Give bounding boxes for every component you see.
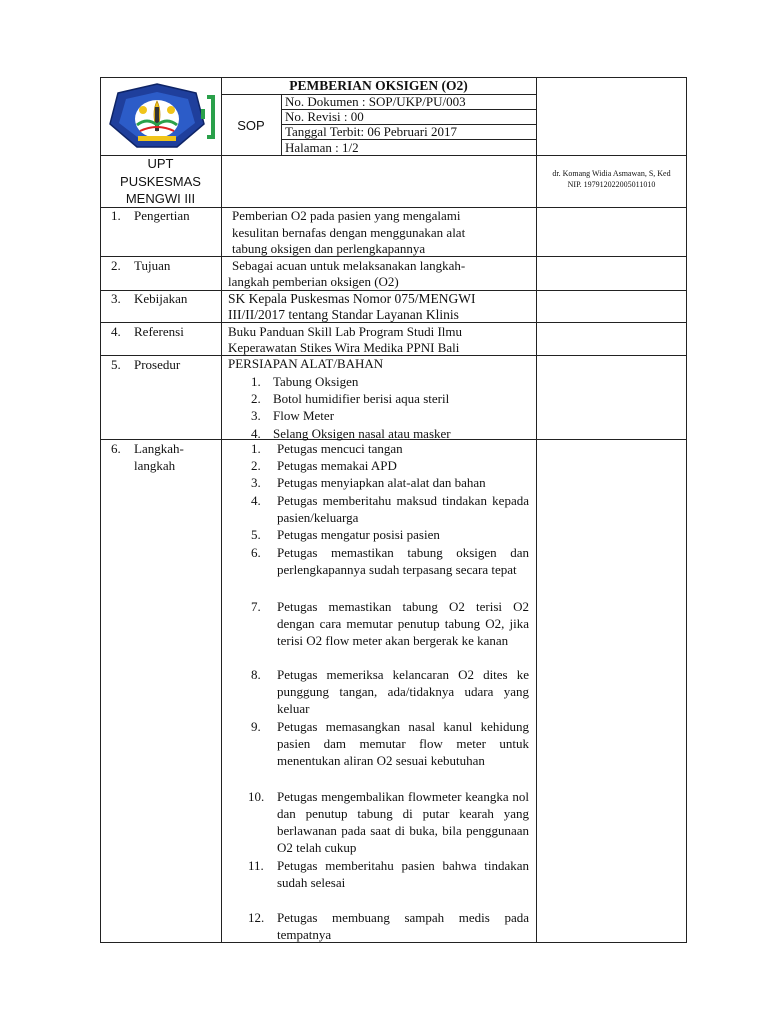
equipment-item-number: 2. bbox=[251, 391, 261, 406]
section-5-heading: PERSIAPAN ALAT/BAHAN bbox=[228, 356, 384, 371]
equipment-item-number: 3. bbox=[251, 408, 261, 423]
equipment-item: Tabung Oksigen bbox=[273, 374, 359, 389]
section-5-label: Prosedur bbox=[134, 357, 181, 372]
org-name-line-3: MENGWI III bbox=[125, 191, 196, 206]
section-3-number: 3. bbox=[111, 291, 121, 306]
section-2-label: Tujuan bbox=[134, 258, 171, 273]
step-text: Petugas memberitahu pasien bahwa tindakan sudah selesai bbox=[277, 858, 529, 890]
step-number: 3. bbox=[251, 475, 261, 490]
issue-date: Tanggal Terbit: 06 Pebruari 2017 bbox=[285, 124, 457, 139]
section-4-line: Keperawatan Stikes Wira Medika PPNI Bali bbox=[228, 340, 460, 355]
step-number: 6. bbox=[251, 545, 261, 560]
signatory-name: dr. Komang Widia Asmawan, S, Ked bbox=[552, 169, 671, 178]
revision-number: No. Revisi : 00 bbox=[285, 109, 364, 124]
step-text: Petugas mencuci tangan bbox=[277, 441, 403, 456]
step-text: Petugas memakai APD bbox=[277, 458, 397, 473]
step-number: 7. bbox=[251, 599, 261, 614]
section-4-number: 4. bbox=[111, 324, 121, 339]
step-number: 12. bbox=[248, 910, 265, 925]
org-name-line-1: UPT bbox=[147, 156, 174, 171]
step-number: 4. bbox=[251, 493, 261, 508]
section-6-label: Langkah- bbox=[134, 441, 184, 456]
equipment-item-number: 4. bbox=[251, 426, 261, 441]
step-text: Petugas memastikan tabung oksigen dan perlengkapannya sudah terpasang secara tepat bbox=[277, 545, 529, 577]
section-1-line: tabung oksigen dan perlengkapannya bbox=[232, 241, 426, 256]
section-1-line: kesulitan bernafas dengan menggunakan alat bbox=[232, 225, 466, 240]
step-number: 9. bbox=[251, 719, 261, 734]
equipment-item: Botol humidifier berisi aqua steril bbox=[273, 391, 450, 406]
section-4-line: Buku Panduan Skill Lab Program Studi Ilmu bbox=[228, 324, 462, 339]
step-text: Petugas mengembalikan flowmeter keangka nol dan penutup tabung di putar kearah yang berlawanan pada saat di buka, bila penggunaan O2 telah cukup bbox=[277, 789, 529, 855]
step-text: Petugas memastikan tabung O2 terisi O2 dengan cara memutar penutup tabung O2, jika terisi O2 flow meter akan bergerak ke kanan bbox=[277, 599, 529, 648]
step-text: Petugas menyiapkan alat-alat dan bahan bbox=[277, 475, 486, 490]
step-number: 5. bbox=[251, 527, 261, 542]
section-3-label: Kebijakan bbox=[134, 291, 188, 306]
equipment-item-number: 1. bbox=[251, 374, 261, 389]
sop-label: SOP bbox=[237, 118, 265, 133]
bali-crest-logo bbox=[104, 79, 220, 153]
step-text: Petugas memeriksa kelancaran O2 dites ke punggung tangan, ada/tidaknya udara yang keluar bbox=[277, 667, 529, 716]
section-1-line: Pemberian O2 pada pasien yang mengalami bbox=[232, 208, 461, 223]
step-number: 1. bbox=[251, 441, 261, 456]
section-1-label: Pengertian bbox=[134, 208, 190, 223]
step-text: Petugas memasangkan nasal kanul kehidung pasien dam memutar flow meter untuk menentukan aliran O2 sesuai kebutuhan bbox=[277, 719, 529, 768]
org-name-line-2: PUSKESMAS bbox=[120, 174, 201, 189]
signatory-nip: NIP. 197912022005011010 bbox=[567, 180, 656, 189]
section-3-line: III/II/2017 tentang Standar Layanan Klinis bbox=[228, 307, 459, 322]
section-5-number: 5. bbox=[111, 357, 121, 372]
document-title: PEMBERIAN OKSIGEN (O2) bbox=[289, 78, 468, 93]
step-number: 8. bbox=[251, 667, 261, 682]
section-2-number: 2. bbox=[111, 258, 121, 273]
step-number: 2. bbox=[251, 458, 261, 473]
section-4-label: Referensi bbox=[134, 324, 184, 339]
equipment-item: Flow Meter bbox=[273, 408, 335, 423]
step-text: Petugas membuang sampah medis pada tempatnya bbox=[277, 910, 529, 942]
step-text: Petugas memberitahu maksud tindakan kepada pasien/keluarga bbox=[277, 493, 529, 525]
page-number: Halaman : 1/2 bbox=[285, 140, 359, 155]
section-6-label: langkah bbox=[134, 458, 176, 473]
document-number: No. Dokumen : SOP/UKP/PU/003 bbox=[285, 94, 466, 109]
equipment-item: Selang Oksigen nasal atau masker bbox=[273, 426, 451, 441]
section-1-number: 1. bbox=[111, 208, 121, 223]
section-6-number: 6. bbox=[111, 441, 121, 456]
section-2-line: Sebagai acuan untuk melaksanakan langkah- bbox=[232, 258, 466, 273]
step-number: 11. bbox=[248, 858, 264, 873]
step-number: 10. bbox=[248, 789, 265, 804]
section-2-line: langkah pemberian oksigen (O2) bbox=[228, 274, 399, 289]
section-3-line: SK Kepala Puskesmas Nomor 075/MENGWI bbox=[228, 291, 476, 306]
step-text: Petugas mengatur posisi pasien bbox=[277, 527, 440, 542]
